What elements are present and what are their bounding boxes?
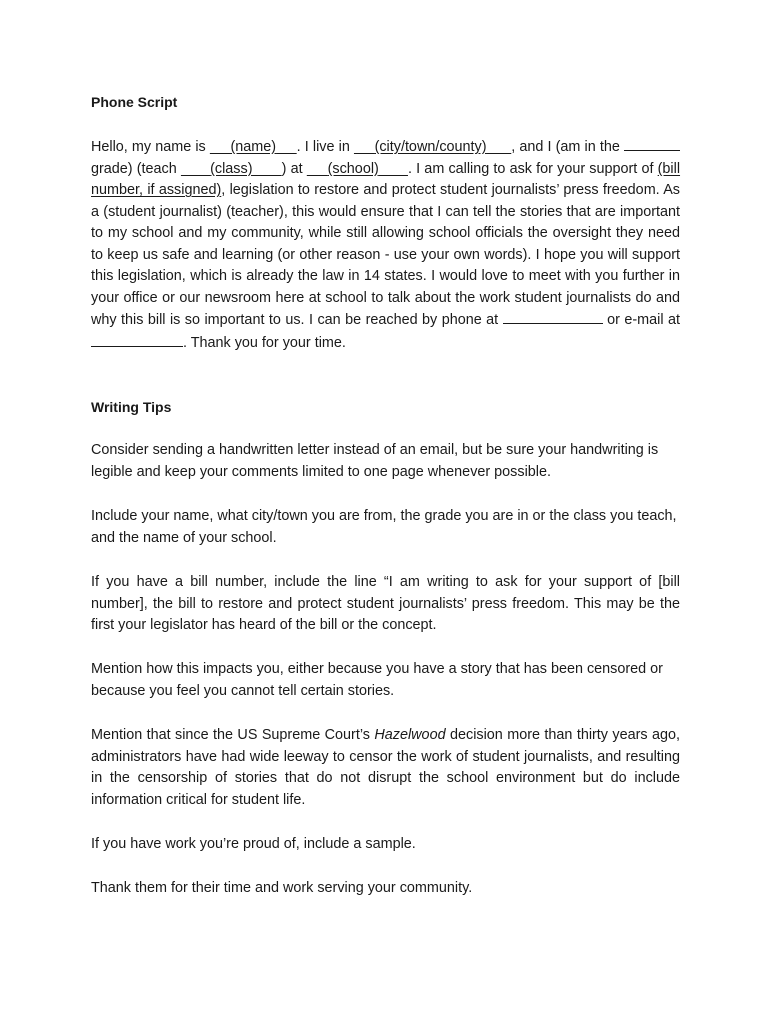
bill-field: (bill number, if assigned): [91, 160, 681, 198]
script-text: ) at: [281, 160, 303, 177]
script-text: or e-mail at: [607, 312, 681, 328]
phone-script-heading: Phone Script: [91, 94, 178, 110]
tip-handwritten-letter: Consider sending a handwritten letter instead of an email, but be sure your handwriting is legible and keep your comments limited to one page whenever possible.: [91, 442, 659, 480]
tip-hazelwood: Mention that since the US Supreme Court’s Hazelwood decision more than thirty years ago, administrators have had wide leeway to censor the work of student journalists, and resulting in the censorship of stories that do not disrupt the school environment but do include information critical for student life.: [91, 727, 681, 808]
script-text: for your support of: [536, 160, 654, 177]
script-text: . I live in: [296, 139, 350, 155]
script-text: , and I (am in the: [511, 139, 620, 155]
city-field: (city/town/county): [374, 139, 487, 155]
grade-blank: [624, 136, 680, 151]
school-field: (school): [327, 160, 379, 177]
tip-impact: Mention how this impacts you, either because you have a story that has been censored or because you feel you cannot tell certain stories.: [91, 661, 663, 699]
script-text: grade) (teach: [91, 160, 177, 177]
phone-script-paragraph: [91, 136, 680, 354]
hazelwood-case-name: Hazelwood: [374, 727, 446, 743]
tip-bill-number: If you have a bill number, include the line “I am writing to ask for your support of [bill number], the bill to restore and protect student journalists’ press freedom. This may be the first your legislator has heard of the bill or the concept.: [91, 574, 680, 633]
script-text: . I am calling to ask: [407, 160, 532, 177]
phone-blank: [503, 309, 603, 324]
tip-include-name: Include your name, what city/town you are from, the grade you are in or the class you teach, and the name of your school.: [91, 508, 677, 546]
email-blank: [91, 332, 183, 347]
script-text: . Thank you for your time.: [183, 334, 346, 351]
writing-tips-heading: Writing Tips: [91, 399, 172, 415]
script-text: Hello, my name is: [91, 139, 206, 155]
class-field: (class): [210, 160, 253, 177]
tip-include-sample: If you have work you’re proud of, include a sample.: [91, 836, 416, 852]
name-field: (name): [230, 139, 277, 155]
script-text: , legislation to restore and protect student journalists’ press freedom. As a (student journalist) (teacher), this would ensure that I can tell the stories that are important to my school and my community, while still allowing school officials the oversight they need to keep us safe and learning (or other reason - use your own words). I hope you will support this legislation, which is already the law in 14 states. I would love to meet with you further in your office or our newsroom here at school to talk about the work student journalists do and why this bill is so important to us. I can be reached by phone at: [91, 182, 681, 328]
tip-thank-them: Thank them for their time and work serving your community.: [91, 880, 473, 896]
